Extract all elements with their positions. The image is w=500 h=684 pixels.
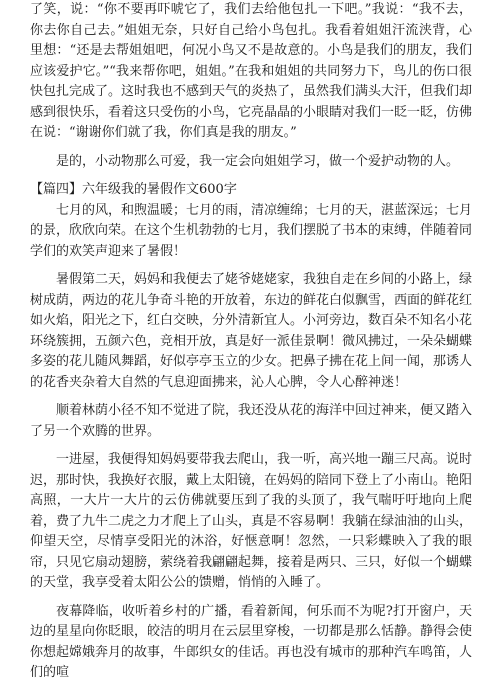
paragraph-night: 夜幕降临，收听着乡村的广播，看着新闻，何乐而不为呢?打开窗户，天边的星星向你眨眼，皎洁的明月在云层里穿梭，一切都是那么恬静。静得会使你想起嫦娥奔月的故事，牛郎织女的佳话。再也没有城市的那种汽车鸣笛，人们的喧 <box>30 603 473 680</box>
paragraph-gap <box>30 442 472 450</box>
paragraph-gap <box>30 144 472 152</box>
paragraph-story-continuation: 了笑，说：“你不要再吓唬它了，我们去给他包扎一下吧。”我说：“我不去，你去你自己去。”姐姐无奈，只好自己给小鸟包扎。我看着姐姐汗流浃背，心里想：“还是去帮姐姐吧，何况小鸟又不是故意的。小鸟是我们的朋友，我们应该爱护它。”“我来帮你吧，姐姐。”在我和姐姐的共同努力下，鸟儿的伤口很快包扎完成了。这时我也不感到天气的炎热了，虽然我们满头大汗，但我们却感到很快乐，看着这只受伤的小鸟，它亮晶晶的小眼睛对我们一眨一眨，仿佛在说：“谢谢你们就了我，你们真是我的朋友。” <box>30 2 473 140</box>
section-title: 【篇四】六年级我的暑假作文600字 <box>30 182 237 197</box>
paragraph-gap <box>30 262 472 270</box>
paragraph-conclusion: 是的，小动物那么可爱，我一定会向姐姐学习，做一个爱护动物的人。 <box>56 153 460 169</box>
paragraph-gap <box>30 594 472 602</box>
paragraph-gap <box>30 393 472 401</box>
paragraph-countryside-road: 暑假第二天，妈妈和我便去了姥爷姥姥家，我独自走在乡间的小路上，绿树成荫，两边的花儿争奇斗艳的开放着，东边的鲜花白似飘雪，西面的鲜花红如火焰，阳光之下，红白交映，分外清新宜人。小河旁边，数百朵不知名小花环绕簇拥，五颜六色，竞相开放，真是好一派佳景啊！微风拂过，一朵朵蝴蝶多姿的花儿随风舞蹈，好似亭亭玉立的少女。把鼻子拂在花上间一闻，那诱人的花香夹杂着大自然的气息迎面拂来，沁人心脾，令人心醉神迷！ <box>30 272 473 390</box>
paragraph-gap <box>30 172 472 180</box>
paragraph-july-intro: 七月的风，和煦温暖；七月的雨，清凉缠绵；七月的天，湛蓝深远；七月的景，欣欣向荣。在这个生机勃勃的七月，我们摆脱了书本的束缚，伴随着同学们的欢笑声迎来了暑假！ <box>30 202 473 259</box>
paragraph-courtyard: 顺着林荫小径不知不觉进了院，我还没从花的海洋中回过神来，便又踏入了另一个欢腾的世界。 <box>30 403 473 439</box>
paragraph-mountain-climb: 一进屋，我便得知妈妈要带我去爬山，我一听，高兴地一蹦三尺高。说时迟，那时快，我换好衣服，戴上太阳镜，在妈妈的陪同下登上了小南山。艳阳高照，一大片一大片的云仿佛就要压到了我的头顶了，我气喘吁吁地向上爬着，费了九牛二虎之力才爬上了山头，真是不容易啊！我躺在绿油油的山头，仰望天空，尽情享受阳光的沐浴，好惬意啊！忽然，一只彩蝶映入了我的眼帘，只见它扇动翅膀，萦绕着我翩翩起舞，接着是两只、三只，好似一个蝴蝶的天堂，我享受着太阳公公的馈赠，悄悄的入睡了。 <box>30 452 473 590</box>
